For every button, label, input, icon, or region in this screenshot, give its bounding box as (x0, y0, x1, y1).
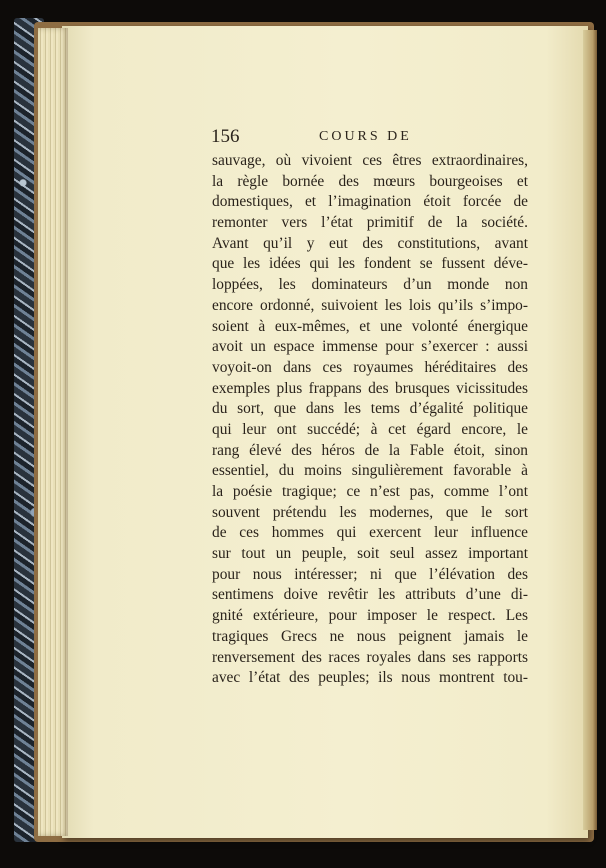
text-line: avoit un espace immense pour s’exercer : aussi (212, 338, 528, 356)
text-line: gnité extérieure, pour imposer le respect. Les (212, 607, 528, 625)
text-line: Avant qu’il y eut des constitutions, avant (212, 234, 528, 252)
text-line: pour nous intéresser; ni que l’élévation des (212, 565, 528, 583)
text-line: domestiques, et l’imagination étoit forcée de (212, 193, 528, 211)
text-line: la règle bornée des mœurs bourgeoises et (212, 172, 528, 190)
page-stack-edges (38, 28, 68, 836)
text-line: rang élevé des héros de la Fable étoit, sinon (212, 441, 528, 459)
text-line: tragiques Grecs ne nous peignent jamais le (212, 627, 528, 645)
body-text (212, 151, 528, 689)
text-line: sauvage, où vivoient ces êtres extraordinaires, (212, 152, 528, 169)
text-line: qui leur ont succédé; à cet égard encore, le (212, 420, 528, 438)
text-line: soient à eux-mêmes, et une volonté énergique (212, 317, 528, 335)
text-line: renversement des races royales dans ses rapports (212, 648, 528, 666)
text-line: encore ordonné, suivoient les lois qu’ils s’impo- (212, 296, 528, 314)
text-line: la poésie tragique; ce n’est pas, comme l’ont (212, 483, 528, 500)
text-line: que les idées qui les fondent se fussent déve- (212, 255, 528, 273)
text-line: avec l’état des peuples; ils nous montrent tou- (212, 669, 528, 687)
page-header (211, 126, 531, 150)
text-line: sur tout un peuple, soit seul assez important (212, 545, 528, 563)
text-line: essentiel, du moins singulièrement favorable à (212, 462, 528, 480)
text-line: loppées, les dominateurs d’un monde non (212, 276, 528, 294)
text-line: de ces hommes qui exercent leur influence (212, 524, 528, 542)
page-number: 156 (211, 126, 240, 147)
text-line: du sort, que dans les tems d’égalité politique (212, 400, 528, 418)
text-line: exemples plus frappans des brusques vicissitudes (212, 379, 528, 397)
text-line: sentimens doive revêtir les attributs d’une di- (212, 586, 528, 604)
text-line: remonter vers l’état primitif de la société. (212, 214, 528, 232)
page-gutter-edge (583, 30, 597, 830)
running-head: COURS DE (319, 129, 412, 144)
text-line: voyoit-on dans ces royaumes héréditaires des (212, 358, 528, 376)
text-line: souvent prétendu les modernes, que le sort (212, 503, 528, 521)
